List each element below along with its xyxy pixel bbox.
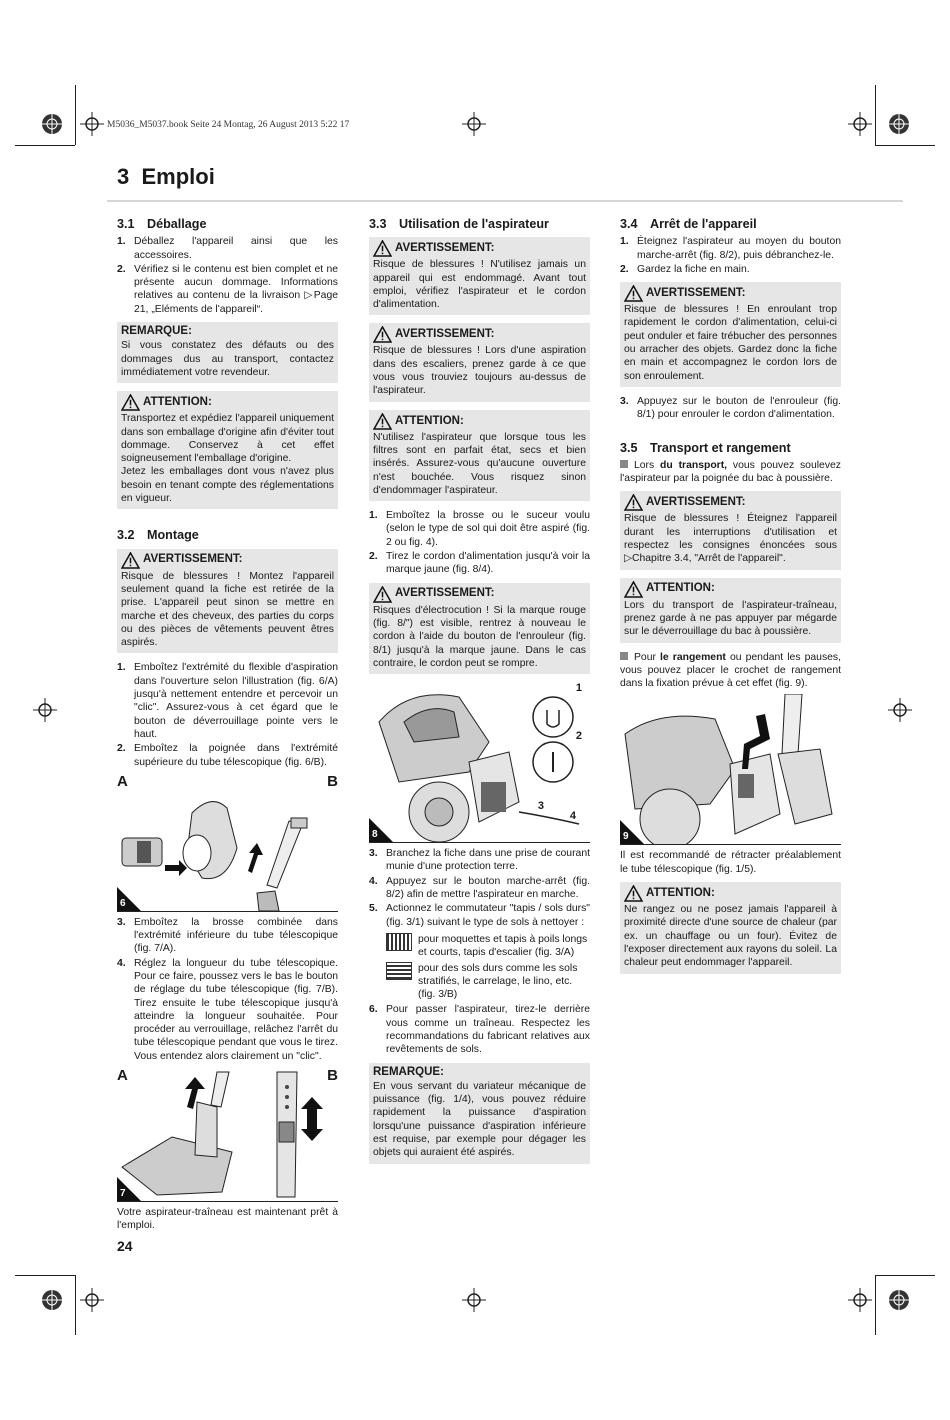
list-item: 1. Emboîtez l'extrémité du flexible d'aspiration dans l'ouverture selon l'illustration (fig. 6/A) jusqu'à nettement entendre et percevoir un "clic". Assurez-vous à cet égard que le bouton de déverrouillage pointe vers le haut. bbox=[117, 662, 338, 740]
page-number: 24 bbox=[117, 1238, 133, 1254]
crosshair-mark-icon bbox=[80, 112, 104, 136]
warning-box bbox=[117, 549, 338, 654]
note-box bbox=[117, 322, 338, 383]
list-item: 2. Vérifiez si le contenu est bien complet et ne présente aucun dommage. Informations relatives au contenu de la livraison ▷Page 21, „Eléments de l'appareil“. bbox=[117, 263, 338, 315]
carpet-icon bbox=[386, 933, 412, 951]
step-list bbox=[369, 847, 590, 929]
paragraph: Il est recommandé de rétracter préalablement le tube télescopique (fig. 1/5). bbox=[620, 850, 841, 875]
chapter-name: Emploi bbox=[141, 164, 215, 189]
figure-number: 7 bbox=[120, 1187, 126, 1199]
list-item: 4. Réglez la longueur du tube télescopique. Pour ce faire, poussez vers le bas le bouton de réglage du tube télescopique (fig. 7/B). Tirez ensuite le tube télescopique jusqu'à atteindre la longueur souhaitée. Pour procéder au verrouillage, relâchez l'arrêt du tube télescopique pendant que vous le tirez. Vous entendez alors clairement un "clic". bbox=[117, 957, 338, 1062]
column-2 bbox=[369, 210, 590, 1172]
list-item: 2. Tirez le cordon d'alimentation jusqu'à voir la marque jaune (fig. 8/4). bbox=[369, 551, 590, 576]
chapter-title bbox=[117, 164, 215, 190]
attention-title: ATTENTION: bbox=[395, 414, 464, 427]
warning-title: AVERTISSEMENT: bbox=[395, 242, 495, 255]
step-list bbox=[369, 1003, 590, 1056]
note-text: En vous servant du variateur mécanique de puissance (fig. 1/4), vous pouvez réduire rapidement la puissance d'aspiration lorsqu'une puissance d'aspiration inférieure est requise, par exemple pour dégager les objets qui auraient été aspirés. bbox=[373, 1080, 586, 1159]
bullet-paragraph: Pour le rangement ou pendant les pauses, vous pouvez placer le crochet de rangement dans la fixation prévue à cet effet (fig. 9). bbox=[620, 651, 841, 690]
bullet-square-icon bbox=[620, 652, 628, 660]
header-rule bbox=[107, 200, 903, 202]
section-heading: 3.1 Déballage bbox=[117, 217, 207, 231]
list-item: 3. Branchez la fiche dans une prise de courant munie d'une protection terre. bbox=[369, 848, 590, 873]
step-list bbox=[117, 235, 338, 316]
figure-9 bbox=[620, 694, 841, 845]
bullet-paragraph: Lors du transport, vous pouvez soulevez l'aspirateur par la poignée du bac à poussière. bbox=[620, 459, 841, 485]
attention-box bbox=[369, 410, 590, 501]
print-header: M5036_M5037.book Seite 24 Montag, 26 August 2013 5:22 17 bbox=[107, 120, 350, 130]
figure-7 bbox=[117, 1067, 338, 1202]
warning-icon bbox=[624, 885, 643, 902]
warning-box bbox=[620, 282, 841, 387]
warning-icon bbox=[373, 413, 392, 430]
warning-icon bbox=[121, 394, 140, 411]
attention-text: Ne rangez ou ne posez jamais l'appareil à proximité directe d'une source de chaleur (par ex. un chauffage ou un four). Évitez de l'exposer directement aux rayons du soleil. La chaleur peut endommager l'appareil. bbox=[624, 904, 837, 969]
warning-text: Risque de blessures ! Éteignez l'appareil durant les interruptions d'utilisation et respectez les consignes énoncées sous ▷Chapitre 3.4, "Arrêt de l'appareil". bbox=[624, 513, 837, 565]
callout-4: 4 bbox=[569, 810, 576, 823]
warning-icon bbox=[624, 581, 643, 598]
attention-title: ATTENTION: bbox=[646, 886, 715, 899]
figure-number: 9 bbox=[623, 831, 629, 843]
registration-mark-icon bbox=[40, 1288, 64, 1312]
warning-icon bbox=[121, 552, 140, 569]
floor-brush-illustration bbox=[117, 1067, 338, 1201]
crop-mark bbox=[875, 85, 876, 145]
warning-text: Risque de blessures ! Lors d'une aspiration dans des escaliers, prenez garde à ce que vous vous trouviez toujours au-dessus de l'aspirateur. bbox=[373, 345, 586, 397]
warning-icon bbox=[373, 326, 392, 343]
floor-option-text: pour moquettes et tapis à poils longs et courts, tapis d'escalier (fig. 3/A) bbox=[418, 933, 588, 959]
note-box bbox=[369, 1063, 590, 1164]
step-list bbox=[620, 235, 841, 276]
list-item: 2. Gardez la fiche en main. bbox=[620, 263, 750, 275]
list-item: 6. Pour passer l'aspirateur, tirez-le derrière vous comme un traîneau. Respectez les recommandations du fabricant relatives aux revêtements de sols. bbox=[369, 1004, 590, 1056]
hose-connection-illustration bbox=[117, 773, 338, 911]
attention-text: N'utilisez l'aspirateur que lorsque tous les filtres sont en parfait état, secs et bien insérés. Assurez-vous qu'aucune ouverture n'est bouchée. Vous risquez sinon d'endommager l'aspirateur. bbox=[373, 431, 586, 496]
warning-title: AVERTISSEMENT: bbox=[143, 553, 243, 566]
note-title: REMARQUE: bbox=[373, 1065, 444, 1078]
crosshair-mark-icon bbox=[33, 698, 57, 722]
crop-mark bbox=[15, 145, 75, 146]
crop-mark bbox=[75, 1275, 76, 1335]
figure-label-b: B bbox=[327, 1067, 338, 1085]
step-list bbox=[117, 916, 338, 1063]
warning-title: AVERTISSEMENT: bbox=[646, 287, 746, 300]
warning-text: Risque de blessures ! Montez l'appareil seulement quand la fiche est retirée de la prise. L'appareil peut sinon se mettre en marche et des cheveux, des parties du corps ou des pièces de vêtements peuvent êtres aspirés. bbox=[121, 570, 334, 649]
storage-hook-illustration bbox=[620, 694, 841, 844]
crosshair-mark-icon bbox=[462, 112, 486, 136]
section-heading: 3.4 Arrêt de l'appareil bbox=[620, 217, 757, 231]
warning-title: AVERTISSEMENT: bbox=[646, 496, 746, 509]
registration-mark-icon bbox=[40, 112, 64, 136]
figure-number: 6 bbox=[120, 897, 126, 909]
attention-title: ATTENTION: bbox=[143, 396, 212, 409]
list-item: 1. Éteignez l'aspirateur au moyen du bouton marche-arrêt (fig. 8/2), puis débranchez-le. bbox=[620, 236, 841, 261]
figure-6 bbox=[117, 773, 338, 912]
section-heading: 3.5 Transport et rangement bbox=[620, 440, 791, 455]
attention-text: Jetez les emballages dont vous n'avez plus besoin en tenant compte des réglementations en vigueur. bbox=[121, 466, 334, 505]
chapter-number: 3 bbox=[117, 164, 130, 189]
column-1 bbox=[117, 210, 338, 1237]
figure-number: 8 bbox=[372, 828, 378, 840]
attention-title: ATTENTION: bbox=[646, 582, 715, 595]
callout-1: 1 bbox=[575, 682, 582, 695]
floor-option bbox=[386, 933, 590, 960]
warning-box bbox=[369, 583, 590, 674]
warning-text: Risque de blessures ! N'utilisez jamais un appareil qui est endommagé. Avant tout emploi, vérifiez l'aspirateur et le cordon d'alimentation. bbox=[373, 259, 586, 311]
warning-title: AVERTISSEMENT: bbox=[395, 587, 495, 600]
floor-option bbox=[386, 962, 590, 1002]
figure-label-a: A bbox=[117, 1067, 128, 1085]
callout-3: 3 bbox=[537, 800, 544, 813]
attention-box bbox=[117, 391, 338, 509]
registration-mark-icon bbox=[887, 1288, 911, 1312]
warning-box bbox=[620, 491, 841, 569]
warning-box bbox=[369, 237, 590, 315]
warning-icon bbox=[373, 240, 392, 257]
crop-mark bbox=[875, 1275, 935, 1276]
column-3 bbox=[620, 210, 841, 982]
crosshair-mark-icon bbox=[80, 1288, 104, 1312]
note-title: REMARQUE: bbox=[121, 325, 192, 338]
warning-icon bbox=[624, 285, 643, 302]
warning-icon bbox=[624, 494, 643, 511]
figure-label-a: A bbox=[117, 772, 128, 790]
crop-mark bbox=[875, 1275, 876, 1335]
crosshair-mark-icon bbox=[848, 1288, 872, 1312]
figure-label-b: B bbox=[327, 772, 338, 790]
section-heading: 3.2 Montage bbox=[117, 528, 199, 543]
attention-box bbox=[620, 882, 841, 973]
list-item: 1. Emboîtez la brosse ou le suceur voulu (selon le type de sol qui doit être aspiré (fig. 2 ou fig. 4). bbox=[369, 510, 590, 548]
bullet-square-icon bbox=[620, 460, 628, 468]
list-item: 1. Déballez l'appareil ainsi que les accessoires. bbox=[117, 236, 338, 261]
crop-mark bbox=[75, 85, 76, 145]
step-list bbox=[369, 509, 590, 576]
crop-mark bbox=[875, 145, 935, 146]
note-text: Si vous constatez des défauts ou des dommages dus au transport, contactez immédiatement votre revendeur. bbox=[121, 340, 334, 378]
ready-text: Votre aspirateur-traîneau est maintenant prêt à l'emploi. bbox=[117, 1207, 338, 1232]
crosshair-mark-icon bbox=[462, 1288, 486, 1312]
list-item: 2. Emboîtez la poignée dans l'extrémité supérieure du tube télescopique (fig. 6/B). bbox=[117, 743, 338, 768]
registration-mark-icon bbox=[887, 112, 911, 136]
attention-text: Transportez et expédiez l'appareil uniquement dans son emballage d'origine afin d'éviter tout dommage. Conservez à cet effet soigneusement l'emballage d'origine. bbox=[121, 413, 334, 465]
figure-8 bbox=[369, 682, 590, 843]
list-item: 4. Appuyez sur le bouton marche-arrêt (fig. 8/2) afin de mettre l'aspirateur en marche. bbox=[369, 875, 590, 901]
warning-text: Risque de blessures ! En enroulant trop rapidement le cordon d'alimentation, celui-ci peut onduler et faire trébucher des personnes ou arracher des objets. Gardez donc la fiche en main et accompagnez le cordon lors de son enroulement. bbox=[624, 304, 837, 382]
vacuum-cord-illustration bbox=[369, 682, 590, 842]
attention-text: Lors du transport de l'aspirateur-traîneau, prenez garde à ne pas appuyer par mégarde sur le déverrouillage du bac à poussière. bbox=[624, 599, 837, 638]
floor-option-text: pour des sols durs comme les sols stratifiés, le carrelage, le lino, etc. (fig. 3/B) bbox=[418, 962, 578, 1001]
list-item: 3. Appuyez sur le bouton de l'enrouleur (fig. 8/1) pour enrouler le cordon d'alimentation. bbox=[620, 395, 841, 421]
section-heading: 3.3 Utilisation de l'aspirateur bbox=[369, 217, 549, 231]
step-list bbox=[620, 395, 841, 422]
crosshair-mark-icon bbox=[888, 698, 912, 722]
callout-2: 2 bbox=[575, 730, 582, 743]
hard-floor-icon bbox=[386, 962, 412, 980]
crop-mark bbox=[15, 1275, 75, 1276]
warning-title: AVERTISSEMENT: bbox=[395, 328, 495, 341]
list-item: 5. Actionnez le commutateur "tapis / sols durs" (fig. 3/1) suivant le type de sols à nettoyer : bbox=[369, 903, 590, 928]
warning-text: Risques d'électrocution ! Si la marque rouge (fig. 8/") est visible, rentrez à nouveau le cordon à l'aide du bouton de l'enrouleur (fig. 8/1) jusqu'à la marque jaune. Dans le cas contraire, le cordon peut se rompre. bbox=[373, 604, 586, 669]
warning-icon bbox=[373, 586, 392, 603]
list-item: 3. Emboîtez la brosse combinée dans l'extrémité inférieure du tube télescopique (fig. 7/A). bbox=[117, 916, 338, 955]
attention-box bbox=[620, 578, 841, 643]
crosshair-mark-icon bbox=[848, 112, 872, 136]
step-list bbox=[117, 661, 338, 768]
warning-box bbox=[369, 323, 590, 401]
